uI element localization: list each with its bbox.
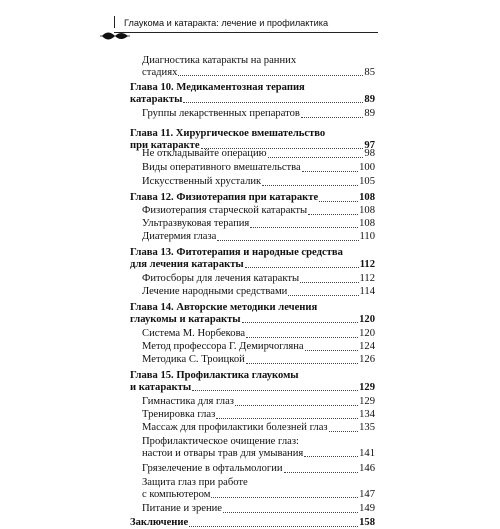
toc-page-number: 135 xyxy=(359,422,375,433)
toc-page-number: 108 xyxy=(359,218,375,229)
toc-entry-title-line: Группы лекарственных препаратов xyxy=(142,108,300,119)
toc-entry-title-line: Методика С. Троицкой xyxy=(142,354,245,365)
toc-entry[interactable] xyxy=(130,247,375,270)
dot-leader xyxy=(308,214,358,215)
toc-entry-title-line: для лечения катаракты xyxy=(130,258,244,270)
toc-entry[interactable] xyxy=(130,302,375,325)
toc-entry[interactable] xyxy=(130,55,375,78)
toc-entry-title-line: Метод профессора Г. Демирчогляна xyxy=(142,341,304,352)
toc-entry-title-line: Физиотерапия старческой катаракты xyxy=(142,205,308,216)
toc-entry[interactable] xyxy=(130,286,375,298)
dot-leader xyxy=(242,322,359,323)
toc-entry[interactable] xyxy=(130,108,375,120)
dot-leader xyxy=(192,390,358,391)
toc-entry-title-line: стадиях xyxy=(142,66,178,78)
dot-leader xyxy=(216,418,358,419)
toc-page-number: 98 xyxy=(364,148,375,159)
toc-page-number: 120 xyxy=(359,313,375,325)
toc-entry-title-line: Не откладывайте операцию xyxy=(142,148,267,159)
toc-entry-title-line: Система М. Норбекова xyxy=(142,328,246,339)
toc-entry[interactable] xyxy=(130,218,375,230)
toc-entry[interactable] xyxy=(130,162,375,174)
toc-page-number: 124 xyxy=(359,341,375,352)
toc-entry-title-line: Фитосборы для лечения катаракты xyxy=(142,273,300,284)
toc-page-number: 129 xyxy=(359,381,375,393)
toc-entry-title-line: глаукомы и катаракты xyxy=(130,313,241,325)
toc-entry[interactable] xyxy=(130,205,375,217)
toc-entry-title-line: Грязелечение в офтальмологии xyxy=(142,463,283,474)
toc-entry-title-line: Тренировка глаз xyxy=(142,409,216,420)
dot-leader xyxy=(246,363,358,364)
toc-page-number: 108 xyxy=(359,205,375,216)
dot-leader xyxy=(235,405,358,406)
toc-entry[interactable] xyxy=(130,396,375,408)
running-header-title: Глаукома и катаракта: лечение и профилактика xyxy=(124,18,329,28)
toc-entry-title-line: и катаракты xyxy=(130,381,192,393)
toc-entry-title-line: Ультразвуковая терапия xyxy=(142,218,250,229)
toc-entry-title-line: Массаж для профилактики болезней глаз xyxy=(142,422,328,433)
toc-entry[interactable] xyxy=(130,176,375,188)
toc-page-number: 110 xyxy=(359,231,375,242)
toc-entry-title-line: катаракты xyxy=(130,93,183,105)
header-horizontal-rule xyxy=(114,32,378,33)
toc-page-number: 146 xyxy=(359,463,375,474)
running-header xyxy=(114,12,378,48)
dot-leader xyxy=(329,431,359,432)
toc-page-number: 112 xyxy=(359,273,375,284)
toc-page-number: 114 xyxy=(359,286,375,297)
dot-leader xyxy=(302,171,358,172)
toc-entry-title-line: Глава 11. Хирургическое вмешательство xyxy=(130,128,326,139)
toc-page-number: 105 xyxy=(359,176,375,187)
dot-leader xyxy=(288,295,358,296)
toc-entry-title-line: Диагностика катаракты на ранних xyxy=(142,55,297,66)
toc-entry-title-line: с компьютером xyxy=(142,488,211,500)
toc-page-number: 100 xyxy=(359,162,375,173)
toc-entry[interactable] xyxy=(130,436,375,459)
toc-page-number: 158 xyxy=(359,517,375,528)
toc-entry-title-line: Заключение xyxy=(130,517,189,528)
toc-entry[interactable] xyxy=(130,517,375,529)
toc-entry-title-line: Виды оперативного вмешательства xyxy=(142,162,301,173)
toc-page-number: 89 xyxy=(364,93,375,105)
toc-entry-title-line: Лечение народными средствами xyxy=(142,286,288,297)
toc-entry-title-line: Глава 10. Медикаментозная терапия xyxy=(130,82,305,93)
toc-entry-title-line: Искусственный хрусталик xyxy=(142,176,262,187)
toc-entry[interactable] xyxy=(130,463,375,475)
toc-entry[interactable] xyxy=(130,192,375,204)
dot-leader xyxy=(284,472,359,473)
dot-leader xyxy=(183,102,363,103)
toc-page-number: 129 xyxy=(359,396,375,407)
toc-entry[interactable] xyxy=(130,148,375,160)
toc-page-number: 108 xyxy=(359,192,375,203)
toc-page-number: 97 xyxy=(364,139,375,151)
dot-leader xyxy=(246,337,358,338)
toc-entry[interactable] xyxy=(130,328,375,340)
dot-leader xyxy=(223,512,358,513)
dot-leader xyxy=(268,157,364,158)
dot-leader xyxy=(217,240,358,241)
toc-entry[interactable] xyxy=(130,503,375,515)
dot-leader xyxy=(305,350,359,351)
dot-leader xyxy=(245,267,359,268)
toc-page-number: 126 xyxy=(359,354,375,365)
toc-entry[interactable] xyxy=(130,354,375,366)
toc-entry[interactable] xyxy=(130,409,375,421)
toc-entry-title-line: Диатермия глаза xyxy=(142,231,217,242)
header-vertical-rule xyxy=(114,16,115,28)
toc-entry-title-line: Глава 14. Авторские методики лечения xyxy=(130,302,318,313)
toc-entry[interactable] xyxy=(130,231,375,243)
leaf-ornament-icon xyxy=(100,28,130,44)
toc-page-number: 134 xyxy=(359,409,375,420)
toc-entry-title-line: Питание и зрение xyxy=(142,503,223,514)
toc-entry[interactable] xyxy=(130,82,375,105)
toc-entry-title-line: Защита глаз при работе xyxy=(142,477,248,488)
toc-entry-title-line: Гимнастика для глаз xyxy=(142,396,234,407)
dot-leader xyxy=(189,526,358,527)
dot-leader xyxy=(178,75,363,76)
toc-page-number: 112 xyxy=(359,258,375,270)
toc-entry-title-line: Глава 13. Фитотерапия и народные средства xyxy=(130,247,343,258)
dot-leader xyxy=(300,282,358,283)
toc-page-number: 141 xyxy=(359,447,375,459)
toc-page-number: 120 xyxy=(359,328,375,339)
toc-entry[interactable] xyxy=(130,477,375,500)
toc-entry-title-line: Глава 15. Профилактика глаукомы xyxy=(130,370,299,381)
toc-entry[interactable] xyxy=(130,273,375,285)
toc-entry[interactable] xyxy=(130,341,375,353)
dot-leader xyxy=(319,201,358,202)
toc-entry-title-line: при катаракте xyxy=(130,139,200,151)
toc-entry-title-line: настои и отвары трав для умывания xyxy=(142,447,304,459)
dot-leader xyxy=(304,456,358,457)
toc-entry-title-line: Глава 12. Физиотерапия при катаракте xyxy=(130,192,319,203)
toc-entry-title-line: Профилактическое очищение глаз: xyxy=(142,436,299,447)
dot-leader xyxy=(301,117,363,118)
toc-entry[interactable] xyxy=(130,422,375,434)
toc-page-number: 89 xyxy=(364,108,375,119)
dot-leader xyxy=(211,497,358,498)
dot-leader xyxy=(262,185,358,186)
toc-entry[interactable] xyxy=(130,370,375,393)
toc-page-number: 85 xyxy=(364,66,375,78)
dot-leader xyxy=(250,227,358,228)
toc-page-number: 149 xyxy=(359,503,375,514)
toc-page-number: 147 xyxy=(359,488,375,500)
